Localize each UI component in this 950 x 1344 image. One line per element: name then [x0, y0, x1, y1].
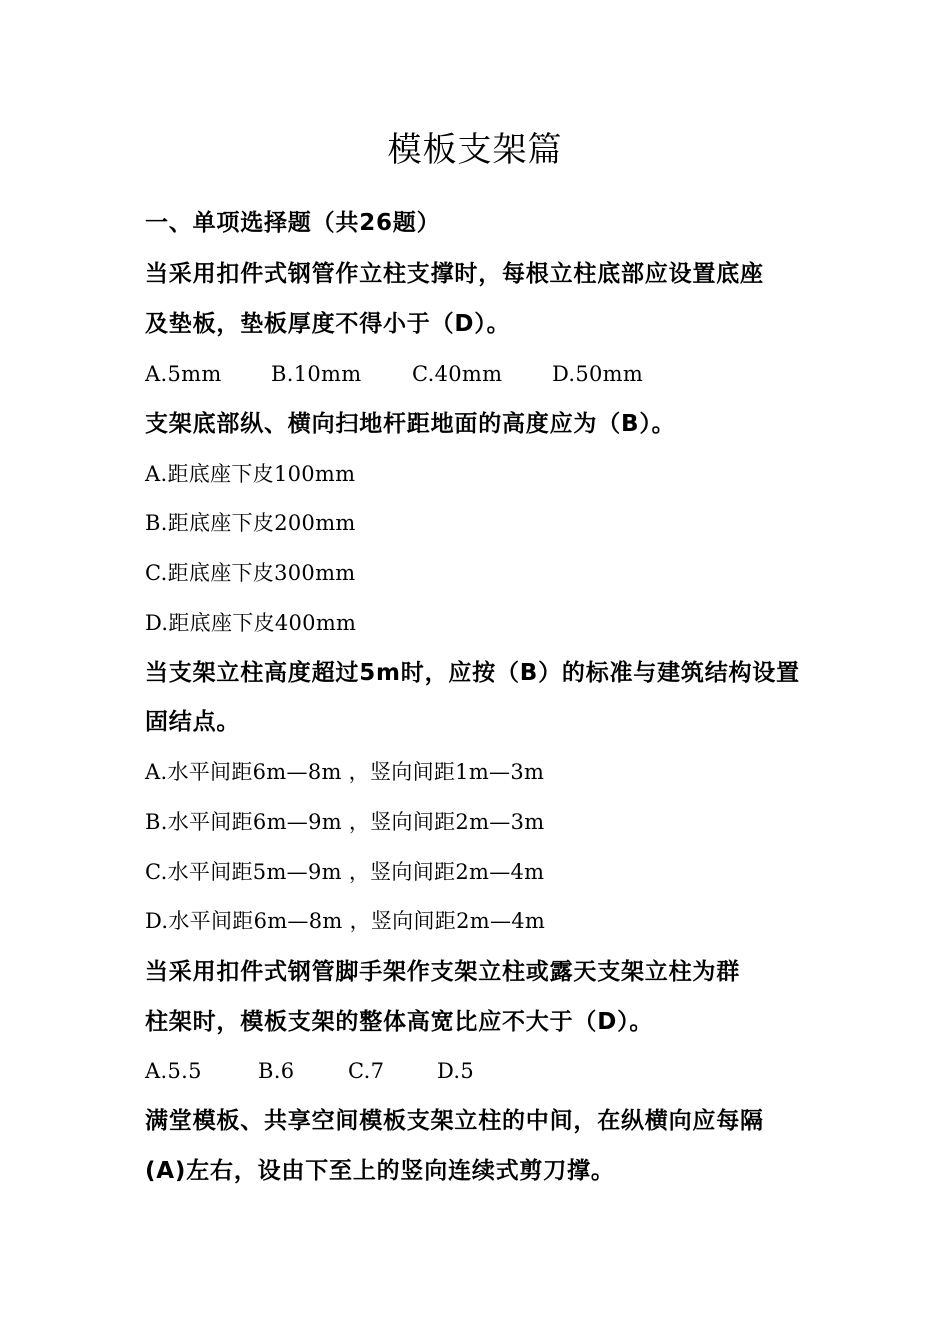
page-title: 模板支架篇 [387, 130, 563, 170]
question-1-line-1: 当采用扣件式钢管作立柱支撑时，每根立柱底部应设置底座 [145, 261, 764, 287]
question-5-line-2: (A)左右，设由下至上的竖向连续式剪刀撑。 [145, 1158, 615, 1184]
question-3-line-2: 固结点。 [145, 709, 241, 735]
question-1-option-a: A.5mm [145, 362, 222, 386]
question-3-option-c: C.水平间距5m—9m ，竖向间距2m—4m [145, 860, 545, 884]
question-4-option-b: B.6 [258, 1059, 295, 1083]
question-4-option-a: A.5.5 [145, 1059, 202, 1083]
question-3-option-a: A.水平间距6m—8m ，竖向间距1m—3m [145, 760, 545, 784]
question-2-option-b: B.距底座下皮200mm [145, 511, 356, 535]
question-3-option-b: B.水平间距6m—9m ，竖向间距2m—3m [145, 810, 545, 834]
question-1-line-2: 及垫板，垫板厚度不得小于（D）。 [145, 311, 511, 337]
question-2-option-c: C.距底座下皮300mm [145, 561, 356, 585]
question-2-option-d: D.距底座下皮400mm [145, 611, 357, 635]
question-4-option-d: D.5 [437, 1059, 475, 1083]
question-2-option-a: A.距底座下皮100mm [145, 462, 356, 486]
question-1-option-b: B.10mm [271, 362, 362, 386]
section-heading: 一、单项选择题（共26题） [145, 210, 441, 236]
question-4-line-2: 柱架时，模板支架的整体高宽比应不大于（D）。 [145, 1009, 654, 1035]
question-3-option-d: D.水平间距6m—8m ，竖向间距2m—4m [145, 909, 546, 933]
question-3-line-1: 当支架立柱高度超过5m时，应按（B）的标准与建筑结构设置 [145, 660, 800, 686]
question-4-option-c: C.7 [348, 1059, 385, 1083]
question-4-line-1: 当采用扣件式钢管脚手架作支架立柱或露天支架立柱为群 [145, 959, 740, 985]
question-1-option-d: D.50mm [552, 362, 644, 386]
question-1-option-c: C.40mm [412, 362, 503, 386]
question-5-line-1: 满堂模板、共享空间模板支架立柱的中间，在纵横向应每隔 [145, 1108, 764, 1134]
question-4-options [145, 1056, 474, 1086]
question-1-options [145, 359, 643, 389]
question-2-line-1: 支架底部纵、横向扫地杆距地面的高度应为（B）。 [145, 411, 676, 437]
